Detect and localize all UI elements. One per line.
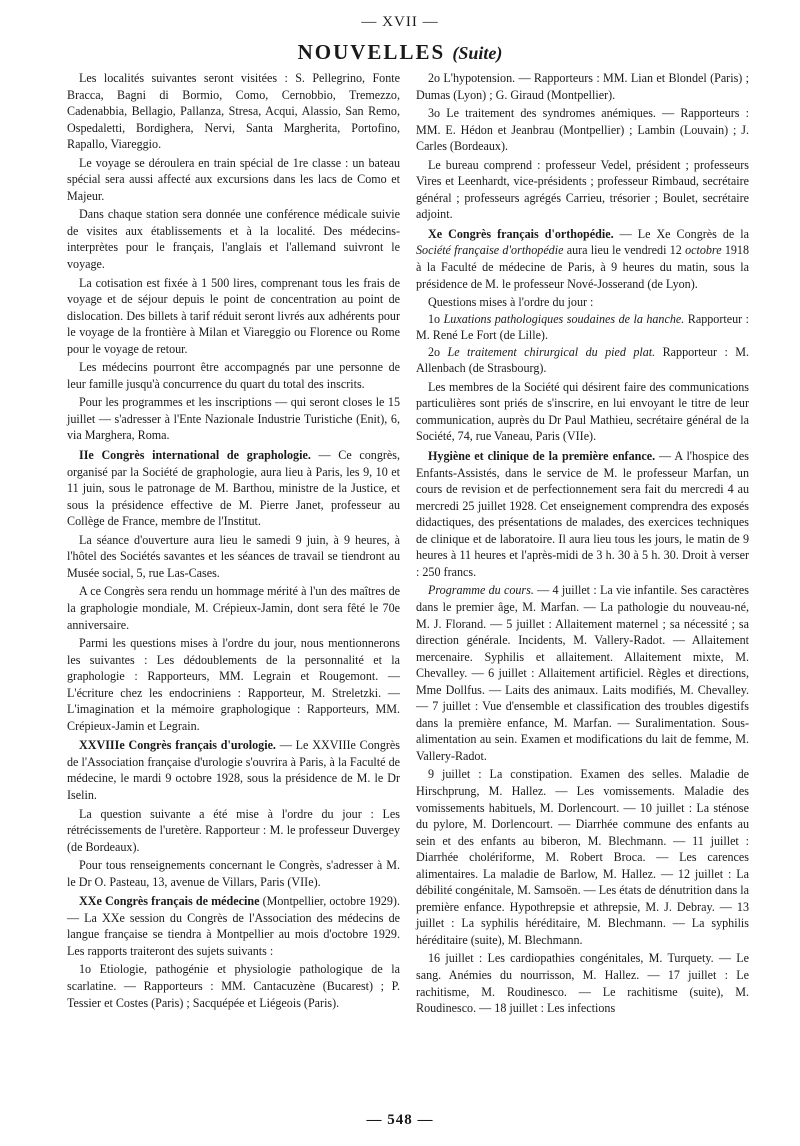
paragraph: A ce Congrès sera rendu un hommage mérité à l'un des maîtres de la graphologie mondiale, M. Crépieux-Jamin, dont sera fêté le 70e anniversaire. [67,584,400,632]
paragraph: Dans chaque station sera donnée une conférence médicale suivie de visites aux établissements et à la localité. Des médecins-interprètes pour le français, l'anglais et l'allemand suivront le voyage. [67,207,400,272]
section-heading: XXVIIIe Congrès français d'urologie. [79,738,276,753]
left-column [67,70,400,1011]
section-text: 1918 à la Faculté de médecine de Paris, à 9 heures du matin, sous la présidence de M. le professeur Nové-Josserand (de Lyon). [416,243,750,291]
paragraph: 16 juillet : Les cardiopathies congénitales, M. Turquety. — Le sang. Anémies du nourrisson, M. Hallez. — 17 juillet : Le rachitisme, M. Roudinesco. — Le rachitisme (suite), M. Roudinesco. — 18 juillet : Les infections [416,951,749,1016]
section-graphologie [67,447,400,530]
paragraph: Pour les programmes et les inscriptions — qui seront closes le 15 juillet — s'adresser à l'Ente Nazionale Industrie Turistiche (Enit), 6, via Marghera, Roma. [67,395,400,443]
page-number-bottom: — 548 — [366,1112,434,1128]
programme-text: — 4 juillet : La vie infantile. Ses caractères dans le premier âge, M. Marfan. — La pathologie du nouveau-né, M. J. Florand. — 5 juillet : Allaitement maternel ; sa nécessité ; sa direction générale. Incidents, M. Vallery-Radot. — Allaitement mercenaire. Syphilis et allaitement. Allaitement mixte, M. Chevalley. — 6 juillet : Allaitement artificiel. Règles et directions, Mme Dollfus. — Laits des animaux. Laits modifiés, M. Chevalley. — 7 juillet : Vue d'ensemble et classification des troubles digestifs dans la première enfance, M. Marfan. — Suralimentation. Sous-alimentation au sein. Examen et modifications du lait de femme, M. Vallery-Radot. [416,583,750,763]
question-item [416,311,749,344]
paragraph: Pour tous renseignements concernant le Congrès, s'adresser à M. le Dr O. Pasteau, 13, avenue de Villars, Paris (VIIe). [67,858,400,889]
programme-label: Programme du cours. [428,583,534,598]
paragraph: Le bureau comprend : professeur Vedel, président ; professeurs Vires et Leenhardt, vice-présidents ; professeur Rimbaud, secrétaire général ; professeurs agrégés Carrieu, trésorier ; Boulet, secrétaire adjoint. [416,157,749,222]
section-text: — Le Xe Congrès de la [613,226,749,241]
paragraph: Les médecins pourront être accompagnés par une personne de leur famille jusqu'à concurrence du quart du total des inscrits. [67,360,400,391]
question-number: 2o [428,344,448,359]
paragraph: Questions mises à l'ordre du jour : [428,295,594,310]
paragraph: 2o L'hypotension. — Rapporteurs : MM. Lian et Blondel (Paris) ; Dumas (Lyon) ; G. Giraud (Montpellier). [416,71,749,102]
paragraph: Le voyage se déroulera en train spécial de 1re classe : un bateau spécial sera aussi affecté aux excursions dans les lacs de Como et Majeur. [67,155,400,203]
section-body: — Le XXVIIIe Congrès de l'Association française d'urologie s'ouvrira à Paris, à la Faculté de médecine, le mardi 9 octobre 1928, sous la présidence de M. le Dr Iselin. [67,738,400,802]
paragraph: 1o Etiologie, pathogénie et physiologie pathologique de la scarlatine. — Rapporteurs : MM. Cantacuzène (Bucarest) ; P. Tessier et Costes (Paris) ; Sacquépée et Liégeois (Paris). [67,962,400,1010]
programme-paragraph [416,582,749,764]
section-heading: IIe Congrès international de graphologie. [79,448,311,463]
section-orthopedie [416,226,749,292]
paragraph: La séance d'ouverture aura lieu le samedi 9 juin, à 9 heures, à l'hôtel des Sociétés savantes et les séances de travail se tiendront au Musée social, 5, rue Las-Cases. [67,532,400,580]
section-medecine [67,893,400,959]
section-urologie [67,737,400,803]
question-rest: Rapporteur : M. Allenbach (de Strasbourg). [416,344,750,376]
paragraph: 3o Le traitement des syndromes anémiques. — Rapporteurs : MM. E. Hédon et Jeanbrau (Montpellier) ; Lambin (Louvain) ; J. Carles (Bordeaux). [416,106,749,154]
question-item [416,344,749,377]
page-title [0,40,800,65]
section-body: (Montpellier, octobre 1929). — La XXe session du Congrès de l'Association des médecins de langue française se tiendra à Montpellier au mois d'octobre 1929. Les rapports traiteront des sujets suivants : [67,894,400,958]
paragraph: Les membres de la Société qui désirent faire des communications particulières sont priés de s'inscrire, en lui envoyant le titre de leur communication, auprès du Dr Paul Mathieu, secrétaire général de la Société, 74, rue Vaneau, Paris (VIIe). [416,379,749,444]
title-suffix: (Suite) [452,43,503,63]
question-title: Le traitement chirurgical du pied plat. [447,344,656,359]
paragraph: Parmi les questions mises à l'ordre du jour, nous mentionnerons les suivantes : Les dédoublements de la personnalité et la graphologie : Rapporteurs, MM. Legrain et Rougemont. — L'écriture chez les endocriniens : Rapporteur, M. Streletzki. — L'imagination et la mémoire graphologique : Rapporteurs, MM. Crépieux-Jamin et Legrain. [67,636,400,733]
right-column [416,70,749,1017]
section-heading: Hygiène et clinique de la première enfance. [428,449,656,464]
section-enfance [416,448,749,580]
question-number: 1o [428,311,444,326]
question-title: Luxations pathologiques soudaines de la hanche. [443,311,685,326]
paragraph: La question suivante a été mise à l'ordre du jour : Les rétrécissements de l'uretère. Rapporteur : M. le professeur Duvergey (de Bordeaux). [67,806,400,854]
section-italic: octobre [685,243,722,258]
paragraph: Les localités suivantes seront visitées : S. Pellegrino, Fonte Bracca, Bagni di Bormio, Como, Cernobbio, Tremezzo, Cadenabbia, Bellagio, Pallanza, Stresa, Acqui, Alassio, San Remo, Ospedaletti, Bordighera, Nervi, Santa Margherita, Portofino, Rapallo, Viareggio. [67,71,400,152]
section-italic: Société française d'orthopédie [416,243,564,258]
section-heading: Xe Congrès français d'orthopédie. [428,226,614,241]
page-number-top: — XVII — [361,14,439,30]
paragraph: La cotisation est fixée à 1 500 lires, comprenant tous les frais de voyage et de séjour depuis le point de concentration au point de dislocation. Des billets à tarif réduit seront livrés aux adhérents pour le voyage de la frontière à Milan et Viareggio ou Florence ou Rome pour le voyage de retour. [67,275,400,356]
section-text: aura lieu le vendredi 12 [563,243,686,258]
question-rest: Rapporteur : M. René Le Fort (de Lille). [416,311,749,343]
section-heading: XXe Congrès français de médecine [79,894,260,909]
paragraph: 9 juillet : La constipation. Examen des selles. Maladie de Hirschprung, M. Hallez. — Les vomissements. Maladie des vomissements habituels, M. Dorlencourt. — 10 juillet : La sténose du pylore, M. Dorlencourt. — Diarrhée commune des enfants au sein et des enfants au biberon, M. Blechmann. — 11 juillet : Diarrhée cholériforme, M. Robert Broca. — Les carences alimentaires. La maladie de Barlow, M. Hallez. — 12 juillet : La débilité congénitale, M. Samsoën. — Les états de dénutrition dans la première enfance. Hypothrepsie et athrepsie, M. J. Debray. — 13 juillet : La syphilis héréditaire, M. Blechmann. — La syphilis héréditaire (suite), M. Blechmann. [416,767,749,947]
section-body: — Ce congrès, organisé par la Société de graphologie, aura lieu à Paris, les 9, 10 et 11 juin, sous le patronage de M. Barthou, ministre de la Justice, et sous la présidence effective de M. Pierre Janet, professeur au Collège de France, membre de l'Institut. [67,448,400,529]
section-body: — A l'hospice des Enfants-Assistés, dans le service de M. le professeur Marfan, un cours de revision et de perfectionnement sera fait du mercredi 4 au mercredi 25 juillet 1928. Cet enseignement comprendra des exposés didactiques, des présentations de malades, des exercices techniques de clinique et de laboratoire. Il aura lieu tous les jours, le matin de 9 heures à 11 heures et l'après-midi de 3 h. 30 à 5 h. 30. Droit à verser : 250 francs. [416,449,749,579]
title-text: NOUVELLES [297,40,446,64]
